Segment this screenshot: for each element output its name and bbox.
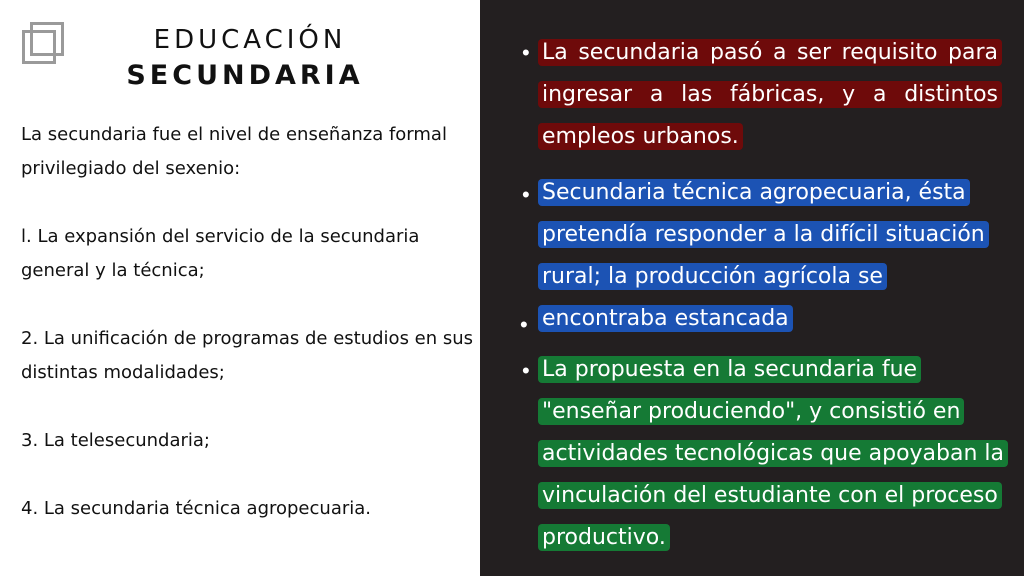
list-item: 3. La telesecundaria;	[21, 430, 210, 451]
title-line-2: SECUNDARIA	[126, 60, 364, 91]
highlight-text: La secundaria pasó a ser requisito para ingresar a las fábricas, y a distintos empleos urbanos.	[538, 39, 1002, 150]
highlight-text: La propuesta en la secundaria fue "enseñar produciendo", y consistió en actividades tecnológicas que apoyaban la vinculación del estudiante con el proceso productivo.	[538, 356, 1008, 551]
highlight-block-green	[538, 349, 1004, 559]
highlight-text: Secundaria técnica agropecuaria, ésta pretendía responder a la difícil situación rural; la producción agrícola se encontraba estancada	[538, 179, 989, 332]
left-panel	[0, 0, 480, 576]
title-line-1: EDUCACIÓN	[153, 25, 347, 55]
list-item: 4. La secundaria técnica agropecuaria.	[21, 498, 371, 519]
bullet-marker: •	[522, 358, 530, 383]
highlight-block-red	[538, 32, 1002, 158]
list-item: 2. La unificación de programas de estudios en sus distintas modalidades;	[21, 328, 474, 383]
highlight-block-blue	[538, 172, 998, 340]
intro-text: La secundaria fue el nivel de enseñanza formal privilegiado del sexenio:	[21, 124, 447, 179]
bullet-marker: •	[522, 182, 530, 207]
bullet-marker: •	[520, 312, 528, 337]
bullet-marker: •	[522, 40, 530, 65]
list-item: l. La expansión del servicio de la secundaria general y la técnica;	[21, 226, 420, 281]
overlapping-squares-icon	[22, 22, 64, 64]
